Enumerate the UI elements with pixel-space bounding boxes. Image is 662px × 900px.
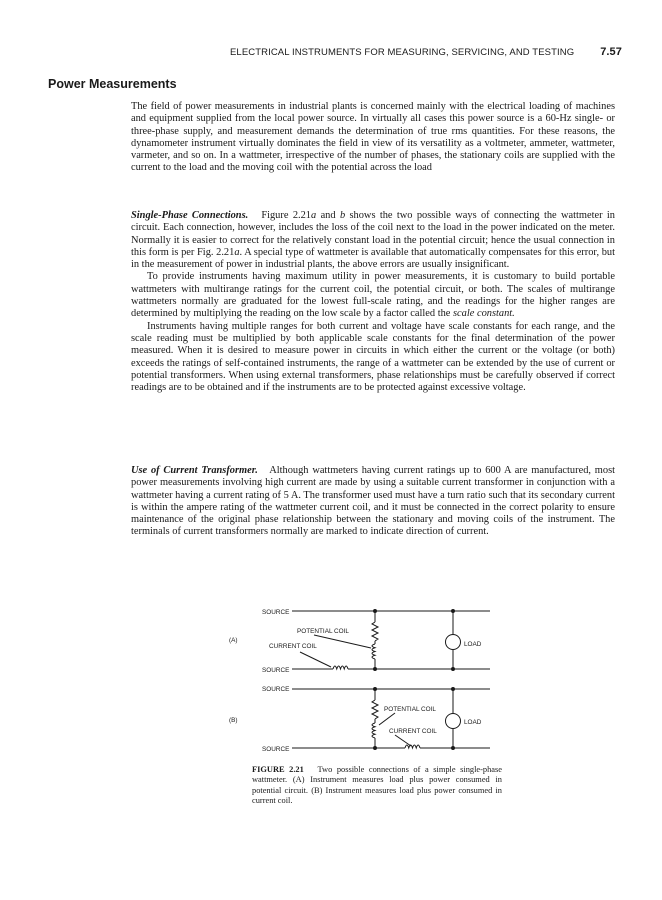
potential-coil-label: POTENTIAL COIL (384, 706, 436, 713)
intro-paragraph: The field of power measurements in industrial plants is concerned mainly with the electrical loading of machines and equipment supplied from the local power source. In virtually all cases this power source is a 60-Hz single- or three-phase supply, and measurement demands the determination of true rms quantities. For these reasons, the dynamometer instrument virtually dominates the field in view of its versatility as a voltmeter, ammeter, wattmeter, varmeter, and so on. In a wattmeter, irrespective of the number of phases, the stationary coils are supplied with the current to the load and the moving coil with the potential across the load (131, 101, 615, 174)
figure-caption (252, 765, 502, 806)
panel-label-b: (B) (229, 717, 238, 724)
potential-resistor (372, 622, 378, 641)
current-transformer-text: Although wattmeters having current ratings up to 600 A are manufactured, most power measurements involving high current are made by using a suitable current transformer in conjunction with a wattmeter having a current rating of 5 A. The transformer used must have a turn ratio such that its secondary current is within the ampere rating of the wattmeter current coil, and it must be connected in the correct polarity to ensure maintenance of the original phase relationship between the stationary and moving coils of the instrument. The terminals of current transformers normally are marked to indicate direction of current. (131, 465, 616, 538)
diagram-a (229, 609, 490, 674)
load-label: LOAD (464, 719, 482, 726)
current-coil (333, 666, 348, 669)
fig-ref-and: and (316, 210, 340, 221)
pointer-line (314, 635, 371, 648)
intro-block (131, 101, 615, 175)
single-phase-text: . A special type of wattmeter is available that automatically compensates for this error, but in the measurement of power in industrial plants, the above errors are usually insignificant. (131, 246, 615, 271)
junction-dot (452, 747, 455, 750)
wattmeter-circuit-diagram (229, 600, 500, 760)
figure-wattmeter-connections (229, 600, 500, 760)
source-label: SOURCE (262, 686, 290, 693)
single-phase-heading: Single-Phase Connections. (131, 210, 249, 221)
current-transformer-paragraph (131, 465, 615, 539)
fig-ref: 2.21 (216, 246, 235, 258)
pointer-line (300, 652, 331, 667)
potential-coil (372, 723, 375, 738)
source-label: SOURCE (262, 609, 290, 616)
fig-ref-letter: a (234, 246, 240, 258)
junction-dot (374, 610, 377, 613)
single-phase-block (131, 210, 615, 394)
load-symbol (446, 714, 461, 729)
junction-dot (374, 668, 377, 671)
potential-coil (372, 644, 375, 659)
running-head-title: ELECTRICAL INSTRUMENTS FOR MEASURING, SERVICING, AND TESTING (230, 47, 575, 58)
junction-dot (374, 688, 377, 691)
source-label: SOURCE (262, 746, 290, 753)
junction-dot (452, 688, 455, 691)
load-symbol (446, 635, 461, 650)
diagram-b (229, 686, 490, 753)
single-phase-text: shows the two possible ways of connecting the wattmeter in circuit. Each connection, however, includes the loss of the coil next to the load in the power indicated on the meter. Normally it is easier to correct for the relatively constant load in the potential circuit; hence the usual connection in this form is per Fig. (131, 210, 615, 258)
potential-resistor (372, 700, 378, 719)
current-coil-label: CURRENT COIL (389, 728, 437, 735)
junction-dot (374, 747, 377, 750)
source-label: SOURCE (262, 667, 290, 674)
fig-ref-letter: b (339, 210, 346, 221)
figure-caption-label: FIGURE 2.21 (252, 765, 304, 774)
potential-coil-label: POTENTIAL COIL (297, 628, 349, 635)
current-transformer-block (131, 465, 615, 539)
figure-caption-text: Two possible connections of a simple single-phase wattmeter. (A) Instrument measures load plus power consumed in potential circuit. (B) Instrument measures load plus power consumed in current coil. (252, 765, 503, 805)
junction-dot (452, 610, 455, 613)
current-transformer-heading: Use of Current Transformer. (131, 465, 258, 476)
multirange-paragraph (131, 271, 615, 320)
fig-ref: 2.21 (292, 210, 311, 221)
current-coil-label: CURRENT COIL (269, 643, 317, 650)
page-number: 7.57 (600, 46, 622, 58)
scale-constant-term: scale constant. (453, 308, 515, 320)
current-coil (405, 745, 420, 748)
scale-constant-paragraph: Instruments having multiple ranges for both current and voltage have scale constants for each range, and the scale reading must be multiplied by both applicable scale constants for the final determination of the power measured. When it is desired to measure power in circuits in which either the current or the voltage (or both) exceeds the ratings of self-contained instruments, the range of a wattmeter can be extended by the use of current or potential transformers. When using external transformers, phase relationships must be carefully observed if correct readings are to be obtained and if the instruments are to be protected against excessive voltage. (131, 320, 615, 394)
single-phase-paragraph: Single-Phase Connections. Figure 2.21a and b shows the two possible ways of connecting the wattmeter in circuit. Each connection, however, includes the loss of the coil next to the load in the power indicated on the meter. Normally it is easier to correct for the relatively constant load in the potential circuit; hence the usual connection in this form is per Fig. 2.21a. A special type of wattmeter is available that automatically compensates for this error, but in the measurement of power in industrial plants, the above errors are usually insignificant. (131, 210, 615, 271)
junction-dot (452, 668, 455, 671)
pointer-line (395, 735, 411, 746)
fig-ref-letter: a (311, 210, 317, 221)
load-label: LOAD (464, 641, 482, 648)
multirange-text: To provide instruments having maximum utility in power measurements, it is customary to build portable wattmeters with multirange ratings for the current coil, the potential circuit, or both. The scales of multirange wattmeters normally are graduated for the lowest full-scale rating, and the readings for the higher ranges are determined by multiplying the reading on the low scale by a factor called the (131, 271, 615, 320)
section-title: Power Measurements (48, 77, 177, 91)
panel-label-a: (A) (229, 637, 238, 644)
pointer-line (379, 713, 395, 725)
